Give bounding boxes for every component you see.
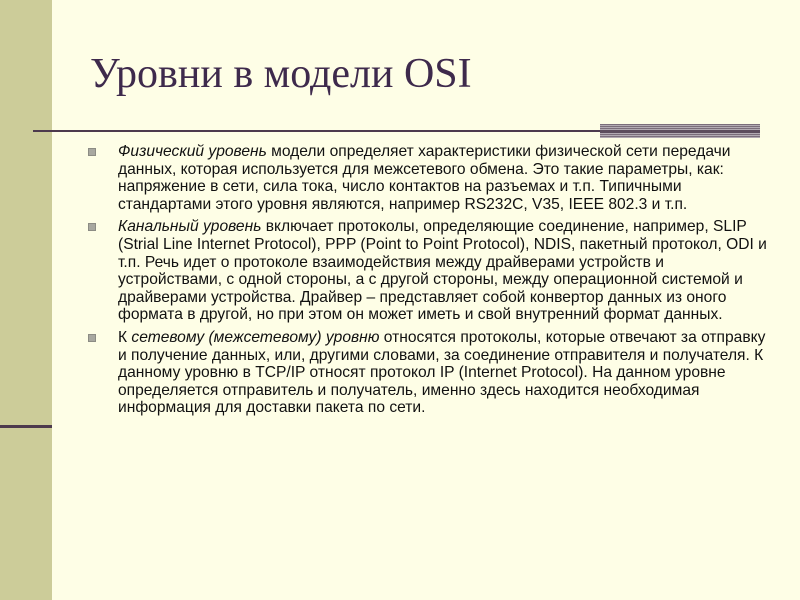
bullet-term: Физический уровень (118, 143, 267, 160)
bullet-text: относятся протоколы, которые отвечают за отправку и получение данных, или, другими словами, за соединение отправителя и получателя. К данному уровню в TCP/IP относят протокол IP (Internet Protocol). На данном уровне определяется отправитель и получатель, именно здесь находится необходимая информация для доставки пакета по сети. (118, 328, 766, 417)
slide-title: Уровни в модели OSI (90, 51, 472, 97)
square-bullet-icon (88, 223, 96, 231)
left-decorative-band (0, 0, 52, 600)
bullet-list (88, 143, 768, 422)
bullet-item-physical-layer (88, 143, 768, 213)
bullet-term: сетевому (межсетевому) уровню (131, 328, 380, 346)
square-bullet-icon (88, 148, 96, 156)
bullet-term: Канальный уровень (118, 218, 262, 236)
bullet-item-network-layer (88, 329, 768, 417)
bullet-text: модели определяет характеристики физической сети передачи данных, которая используется для межсетевого обмена. Это такие параметры, как: напряжение в сети, сила тока, число контактов на разъемах и т.п. Типичными стандартами этого уровня являются, например RS232C, V35, IEEE 802.3 и т.п. (118, 143, 731, 213)
bullet-item-data-link-layer (88, 218, 768, 324)
square-bullet-icon (88, 334, 96, 342)
left-band-accent-line (0, 425, 52, 428)
bullet-text: включает протоколы, определяющие соединение, например, SLIP (Strial Line Internet Protocol), PPP (Point to Point Protocol), NDIS, пакетный протокол, ODI и т.п. Речь идет о протоколе взаимодействия между драйверами устройств и устройствами, с одной стороны, а с другой стороны, между операционной системой и драйверами устройства. Драйвер – представляет собой конвертор данных из оного формата в другой, но при этом он может иметь и свой внутренний формат данных. (118, 218, 767, 324)
title-divider-block (600, 124, 760, 138)
bullet-prefix: К (118, 328, 132, 346)
